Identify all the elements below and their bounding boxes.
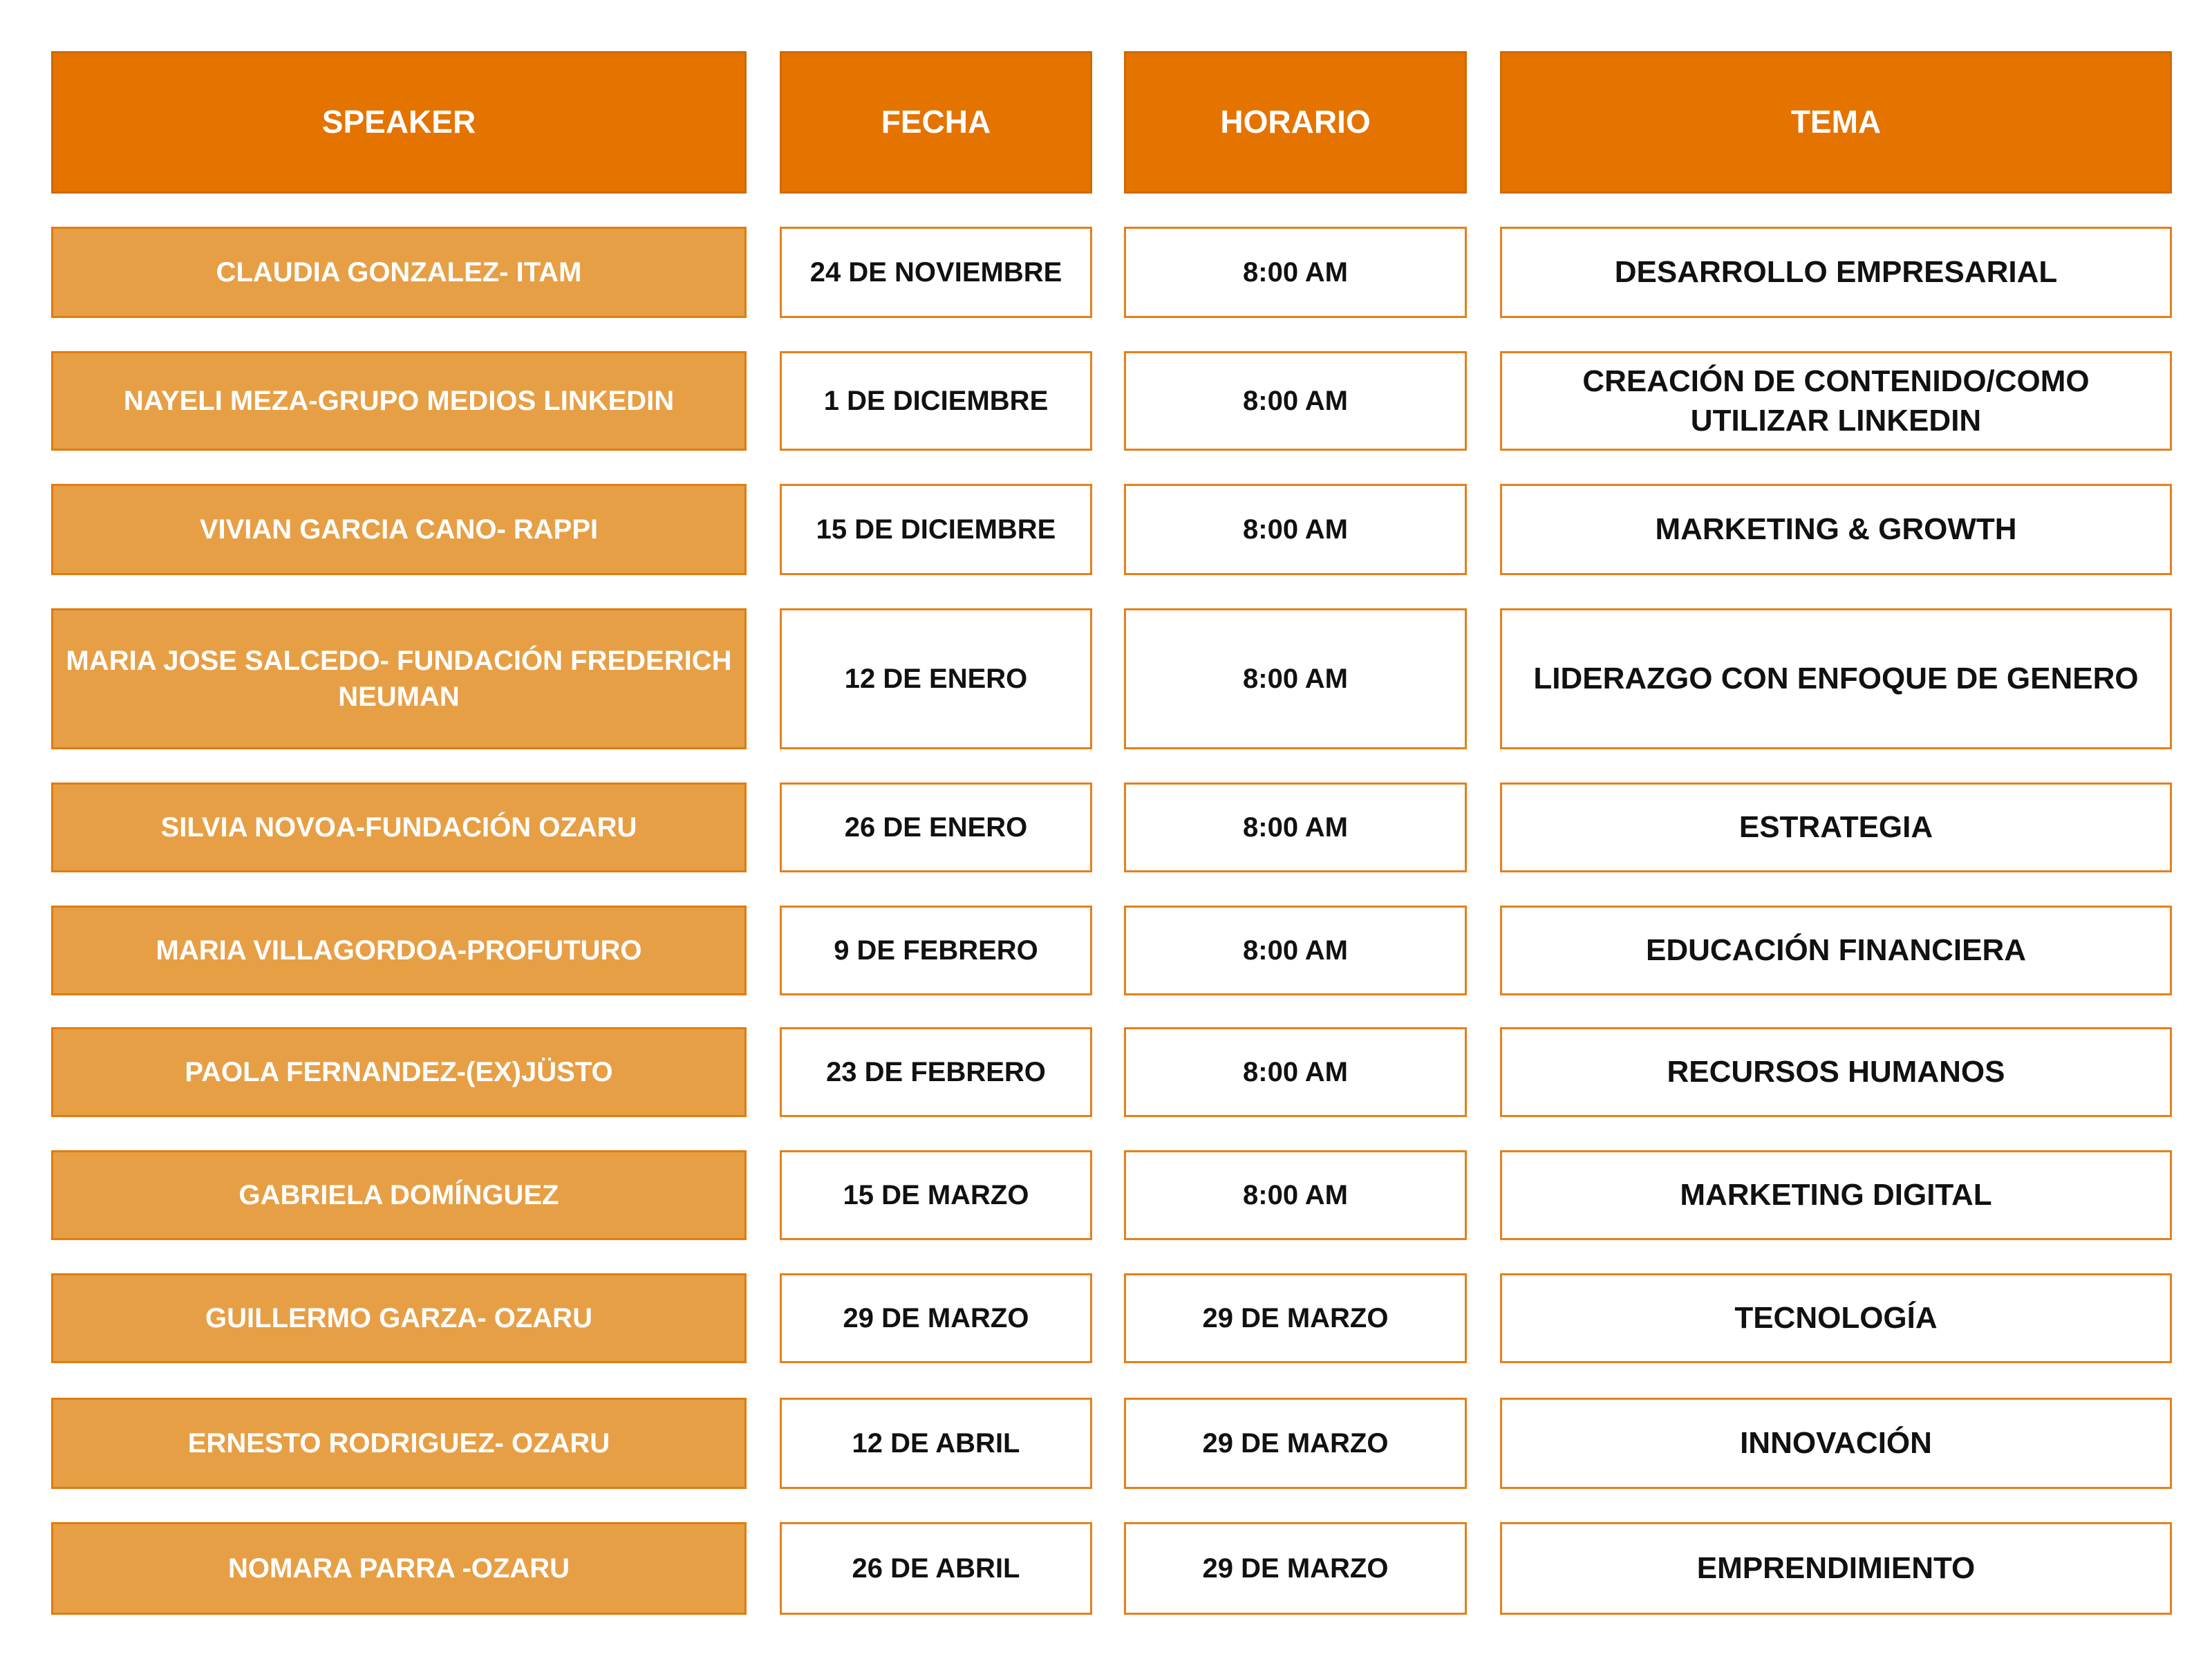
- row-horario: 8:00 AM: [1124, 1150, 1467, 1240]
- row-speaker: MARIA VILLAGORDOA-PROFUTURO: [51, 906, 747, 995]
- row-speaker: PAOLA FERNANDEZ-(EX)JÜSTO: [51, 1027, 747, 1117]
- row-horario: 8:00 AM: [1124, 608, 1467, 749]
- row-speaker: ERNESTO RODRIGUEZ- OZARU: [51, 1398, 747, 1489]
- row-tema: TECNOLOGÍA: [1500, 1273, 2172, 1363]
- header-tema: TEMA: [1500, 51, 2172, 194]
- row-fecha: 12 DE ABRIL: [780, 1398, 1092, 1489]
- row-horario: 8:00 AM: [1124, 782, 1467, 872]
- row-speaker: MARIA JOSE SALCEDO- FUNDACIÓN FREDERICH NEUMAN: [51, 608, 747, 749]
- row-fecha: 23 DE FEBRERO: [780, 1027, 1092, 1117]
- row-speaker: GUILLERMO GARZA- OZARU: [51, 1273, 747, 1363]
- row-fecha: 26 DE ENERO: [780, 782, 1092, 872]
- row-horario: 8:00 AM: [1124, 351, 1467, 451]
- row-tema: MARKETING & GROWTH: [1500, 484, 2172, 575]
- row-horario: 8:00 AM: [1124, 906, 1467, 995]
- row-tema: CREACIÓN DE CONTENIDO/COMO UTILIZAR LINKEDIN: [1500, 351, 2172, 451]
- row-horario: 29 DE MARZO: [1124, 1398, 1467, 1489]
- row-tema: MARKETING DIGITAL: [1500, 1150, 2172, 1240]
- row-fecha: 24 DE NOVIEMBRE: [780, 227, 1092, 318]
- row-tema: LIDERAZGO CON ENFOQUE DE GENERO: [1500, 608, 2172, 749]
- row-tema: RECURSOS HUMANOS: [1500, 1027, 2172, 1117]
- header-speaker: SPEAKER: [51, 51, 747, 194]
- row-tema: ESTRATEGIA: [1500, 782, 2172, 872]
- header-fecha: FECHA: [780, 51, 1092, 194]
- row-fecha: 9 DE FEBRERO: [780, 906, 1092, 995]
- row-speaker: CLAUDIA GONZALEZ- ITAM: [51, 227, 747, 318]
- row-horario: 29 DE MARZO: [1124, 1273, 1467, 1363]
- row-fecha: 29 DE MARZO: [780, 1273, 1092, 1363]
- row-speaker: NOMARA PARRA -OZARU: [51, 1522, 747, 1615]
- row-fecha: 15 DE MARZO: [780, 1150, 1092, 1240]
- row-fecha: 12 DE ENERO: [780, 608, 1092, 749]
- row-tema: DESARROLLO EMPRESARIAL: [1500, 227, 2172, 318]
- row-fecha: 26 DE ABRIL: [780, 1522, 1092, 1615]
- row-fecha: 15 DE DICIEMBRE: [780, 484, 1092, 575]
- row-tema: INNOVACIÓN: [1500, 1398, 2172, 1489]
- row-horario: 8:00 AM: [1124, 484, 1467, 575]
- row-tema: EMPRENDIMIENTO: [1500, 1522, 2172, 1615]
- row-horario: 8:00 AM: [1124, 1027, 1467, 1117]
- row-tema: EDUCACIÓN FINANCIERA: [1500, 906, 2172, 995]
- row-speaker: GABRIELA DOMÍNGUEZ: [51, 1150, 747, 1240]
- row-fecha: 1 DE DICIEMBRE: [780, 351, 1092, 451]
- row-speaker: SILVIA NOVOA-FUNDACIÓN OZARU: [51, 782, 747, 872]
- row-horario: 8:00 AM: [1124, 227, 1467, 318]
- row-speaker: VIVIAN GARCIA CANO- RAPPI: [51, 484, 747, 575]
- row-horario: 29 DE MARZO: [1124, 1522, 1467, 1615]
- row-speaker: NAYELI MEZA-GRUPO MEDIOS LINKEDIN: [51, 351, 747, 451]
- header-horario: HORARIO: [1124, 51, 1467, 194]
